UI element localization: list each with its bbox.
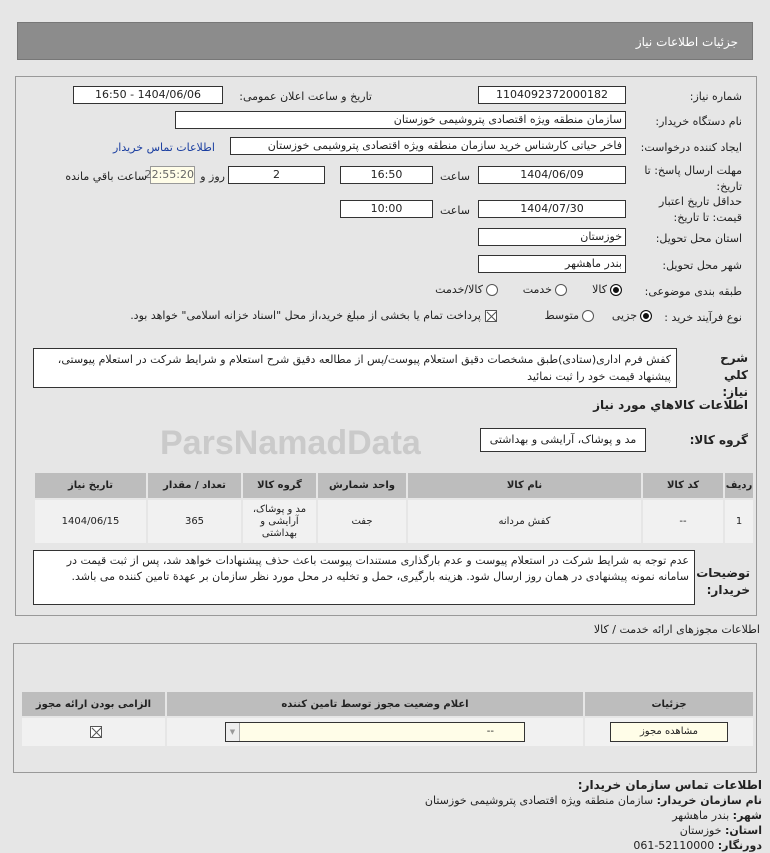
radio-selected-icon — [640, 310, 652, 322]
table-row — [21, 717, 754, 747]
deadline-date-field: 1404/06/09 — [478, 166, 626, 184]
category-radio-both[interactable]: کالا/خدمت — [435, 283, 498, 296]
category-radio-service[interactable]: خدمت — [523, 283, 567, 296]
contact-fax — [425, 838, 762, 853]
buyer-label: نام دستگاه خریدار: — [655, 115, 742, 128]
col-qty: تعداد / مقدار — [147, 472, 242, 499]
contact-city-label: شهر: — [732, 809, 762, 822]
col-unit: واحد شمارش — [317, 472, 407, 499]
contact-province-label: استان: — [725, 824, 762, 837]
checkbox-icon — [90, 726, 102, 738]
days-field: 2 — [228, 166, 325, 184]
goods-table — [33, 471, 755, 545]
validity-date-field: 1404/07/30 — [478, 200, 626, 218]
radio-icon — [486, 284, 498, 296]
cell-required — [21, 717, 166, 747]
notes-text: عدم توجه به شرایط شرکت در استعلام پیوست و عدم بارگذاری مستندات پیوست باعث حذف پیشنهادات خواهد شد، پس از ثبت قیمت در سامانه نمونه پیشنهادی در همان روز ارسال شود. هزینه بارگیری، حمل و تخلیه در محل مورد نظر سازمان بر عهدة تامین کننده می باشد. — [33, 550, 695, 605]
need-number-label: شماره نیاز: — [689, 90, 742, 103]
contact-title: اطلاعات تماس سازمان خریدار: — [577, 778, 762, 792]
cell-group: مد و پوشاک، آرایشی و بهداشتی — [242, 499, 317, 544]
contact-org-label: نام سازمان خریدار: — [656, 794, 762, 807]
process-radio-minor[interactable]: جزیی — [612, 309, 652, 322]
radio-icon — [555, 284, 567, 296]
buyer-contact-info — [425, 778, 762, 853]
license-status-select[interactable] — [225, 722, 525, 742]
contact-fax-label: دورنگار: — [717, 839, 762, 852]
goods-section-title: اطلاعات کالاهاي مورد نیاز — [593, 398, 748, 412]
remaining-time-field: 22:55:20 — [150, 166, 195, 184]
cell-row: 1 — [724, 499, 754, 544]
contact-city — [425, 808, 762, 823]
contact-org-value: سازمان منطقه ویژه اقتصادی پتروشیمی خوزستان — [424, 794, 654, 807]
deadline-label: مهلت ارسال پاسخ: تا تاریخ: — [644, 164, 742, 193]
cell-unit: جفت — [317, 499, 407, 544]
cell-status — [166, 717, 584, 747]
province-field: خوزستان — [478, 228, 626, 246]
category-radio-goods[interactable]: کالا — [592, 283, 622, 296]
contact-province-value: خوزستان — [679, 824, 722, 837]
table-row — [34, 499, 754, 544]
cell-date: 1404/06/15 — [34, 499, 147, 544]
licenses-table — [20, 690, 755, 748]
announce-field: 1404/06/06 - 16:50 — [73, 86, 223, 104]
col-row: ردیف — [724, 472, 754, 499]
validity-time-label: ساعت — [440, 204, 470, 217]
announce-label: تاریخ و ساعت اعلان عمومی: — [239, 90, 372, 103]
licenses-title: اطلاعات مجوزهای ارائه خدمت / کالا — [593, 623, 760, 636]
remaining-label: ساعت باقي مانده — [65, 170, 147, 183]
watermark: ParsNamadData — [160, 424, 421, 462]
cell-qty: 365 — [147, 499, 242, 544]
col-status: اعلام وضعیت مجوز توسط تامین کننده — [166, 691, 584, 717]
province-label: استان محل تحویل: — [655, 232, 742, 245]
col-name: نام کالا — [407, 472, 642, 499]
validity-time-field: 10:00 — [340, 200, 433, 218]
category-label: طبقه بندی موضوعی: — [644, 285, 742, 298]
need-number-field: 1104092372000182 — [478, 86, 626, 104]
radio-selected-icon — [610, 284, 622, 296]
city-label: شهر محل تحویل: — [662, 259, 742, 272]
select-value: -- — [486, 726, 494, 737]
validity-label: حداقل تاریخ اعتبار قیمت: تا تاریخ: — [658, 195, 742, 224]
treasury-payment-checkbox[interactable]: پرداخت تمام یا بخشی از مبلغ خرید،از محل "اسناد خزانه اسلامی" خواهد بود. — [130, 309, 497, 322]
buyer-field: سازمان منطقه ویژه اقتصادی پتروشیمی خوزستان — [175, 111, 626, 129]
cell-code: -- — [642, 499, 724, 544]
goods-group-field: مد و پوشاک، آرایشی و بهداشتی — [480, 428, 646, 452]
col-code: کد کالا — [642, 472, 724, 499]
notes-label: توضیحات خریدار: — [696, 566, 750, 597]
process-label: نوع فرآیند خرید : — [664, 311, 742, 324]
deadline-time-field: 16:50 — [340, 166, 433, 184]
creator-field: فاخر حیاتی کارشناس خرید سازمان منطقه ویژه اقتصادی پتروشیمی خوزستان — [230, 137, 626, 155]
page-header: جزئیات اطلاعات نیاز — [17, 22, 753, 60]
description-label: شرح کلي نیاز: — [720, 351, 748, 399]
contact-city-value: بندر ماهشهر — [672, 809, 730, 822]
cell-name: کفش مردانه — [407, 499, 642, 544]
contact-org — [425, 793, 762, 808]
contact-province — [425, 823, 762, 838]
col-required: الزامی بودن ارائه مجوز — [21, 691, 166, 717]
city-field: بندر ماهشهر — [478, 255, 626, 273]
cell-details — [584, 717, 754, 747]
deadline-time-label: ساعت — [440, 170, 470, 183]
radio-icon — [582, 310, 594, 322]
col-details: جزئیات — [584, 691, 754, 717]
process-radio-medium[interactable]: متوسط — [544, 309, 594, 322]
contact-fax-value: 061-52110000 — [633, 839, 715, 852]
view-license-button[interactable]: مشاهده مجوز — [610, 722, 728, 742]
description-text: کفش فرم اداری(ستادی)طبق مشخصات دقیق استعلام پیوست/پس از مطالعه دقیق شرح استعلام و شرایط شرکت در استعلام پیوستی، پیشنهاد قیمت خود را ثبت نمائید — [33, 348, 677, 388]
days-label: روز و — [200, 170, 225, 183]
buyer-contact-link[interactable]: اطلاعات تماس خریدار — [113, 141, 215, 154]
col-date: تاریخ نیاز — [34, 472, 147, 499]
chevron-down-icon: ▼ — [226, 723, 240, 741]
creator-label: ایجاد کننده درخواست: — [640, 141, 742, 154]
col-group: گروه کالا — [242, 472, 317, 499]
goods-group-label: گروه کالا: — [689, 433, 748, 447]
checkbox-icon — [485, 310, 497, 322]
